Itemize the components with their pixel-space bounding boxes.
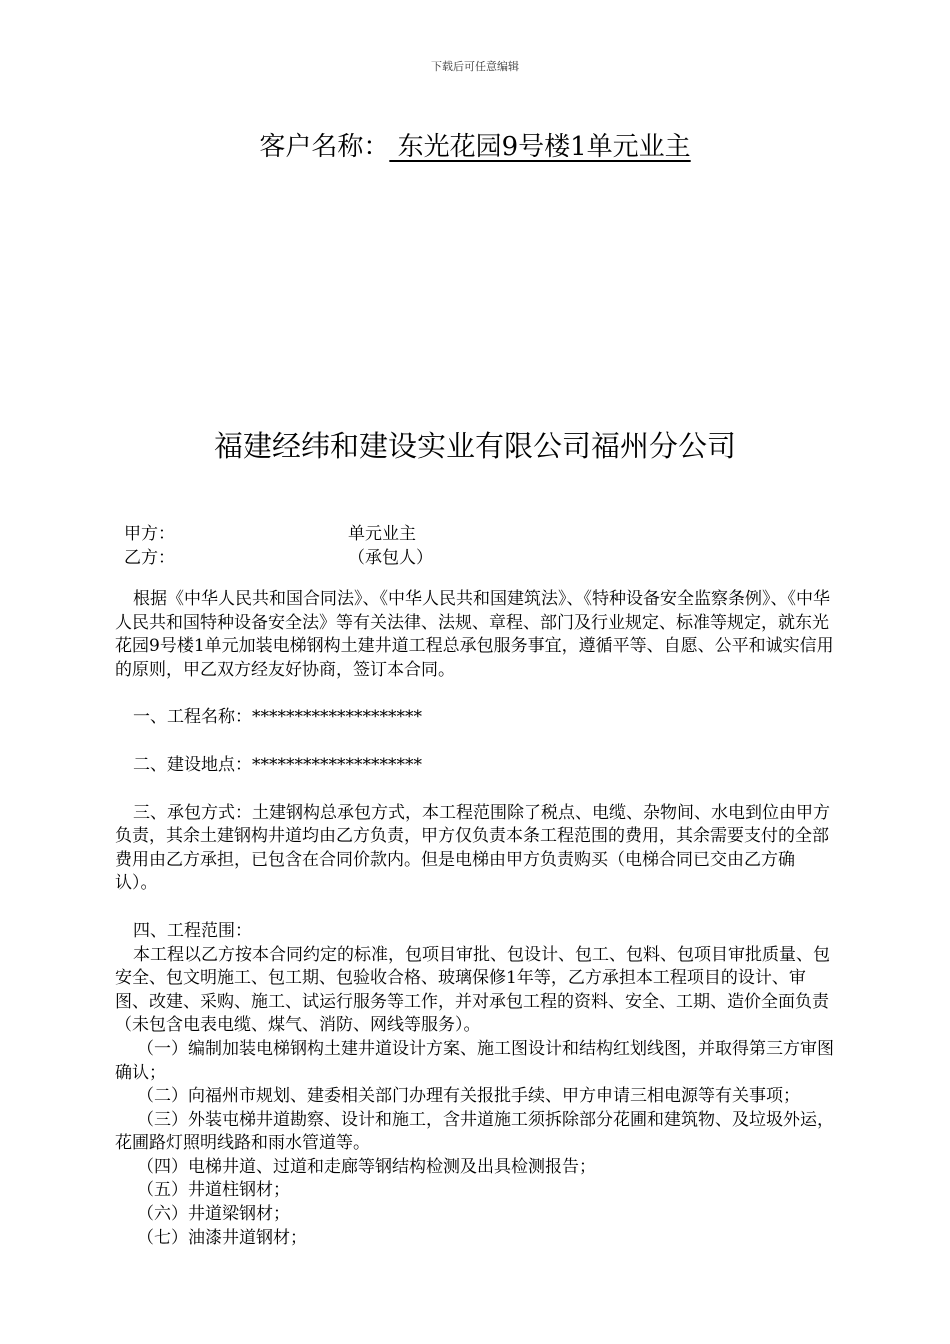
party-b-label: 乙方：: [124, 548, 175, 568]
party-b-row: [124, 546, 824, 570]
scope-item: （五）井道柱钢材；: [137, 1180, 290, 1201]
client-label: 客户名称：: [259, 132, 390, 162]
section-contract-method: 三、承包方式：土建钢构总承包方式，本工程范围除了税点、电缆、杂物间、水电到位由甲方负责，其余土建钢构井道均由乙方负责，甲方仅负责本条工程范围的费用，其余需要支付的全部费用由乙方承担，已包含在合同价款内。但是电梯由甲方负责购买（电梯合同已交由乙方确认）。: [115, 802, 830, 894]
contract-body: [115, 588, 837, 1250]
parties-block: [124, 522, 824, 570]
party-a-row: [124, 522, 824, 546]
client-name-line: [0, 126, 950, 163]
header-note: 下载后可任意编辑: [431, 60, 519, 73]
scope-item: （一）编制加装电梯钢构土建井道设计方案、施工图设计和结构红划线图，并取得第三方审图确认；: [115, 1038, 834, 1083]
preamble-paragraph: 根据《中华人民共和国合同法》、《中华人民共和国建筑法》、《特种设备安全监察条例》、《中华人民共和国特种设备安全法》等有关法律、法规、章程、部门及行业规定、标准等规定，就东光花园9号楼1单元加装电梯钢构土建井道工程总承包服务事宜，遵循平等、自愿、公平和诚实信用的原则，甲乙双方经友好协商，签订本合同。: [115, 589, 834, 680]
party-a-value: 单元业主: [348, 524, 416, 544]
scope-item: （二）向福州市规划、建委相关部门办理有关报批手续、甲方申请三相电源等有关事项；: [137, 1086, 800, 1107]
scope-item: （七）油漆井道钢材；: [137, 1227, 307, 1248]
section-scope-text: 本工程以乙方按本合同约定的标准，包项目审批、包设计、包工、包料、包项目审批质量、包安全、包文明施工、包工期、包验收合格、玻璃保修1年等，乙方承担本工程项目的设计、审图、改建、采购、施工、试运行服务等工作，并对承包工程的资料、安全、工期、造价全面负责（未包含电表电缆、煤气、消防、网线等服务）。: [115, 944, 830, 1036]
client-value: 东光花园9号楼1单元业主: [389, 132, 691, 162]
party-b-value: （承包人）: [348, 548, 433, 568]
scope-item: （三）外装屯梯井道勘察、设计和施工，含井道施工须拆除部分花圃和建筑物、及垃圾外运，花圃路灯照明线路和雨水管道等。: [115, 1109, 834, 1154]
section-location: 二、建设地点：********************: [133, 754, 422, 775]
section-scope-title: 四、工程范围：: [133, 920, 252, 941]
scope-item: （六）井道梁钢材；: [137, 1204, 290, 1225]
section-project-name: 一、工程名称：********************: [133, 707, 422, 728]
scope-item: （四）电梯井道、过道和走廊等钢结构检测及出具检测报告；: [137, 1156, 596, 1177]
company-name: 福建经纬和建设实业有限公司福州分公司: [213, 429, 736, 463]
party-a-label: 甲方：: [124, 524, 175, 544]
